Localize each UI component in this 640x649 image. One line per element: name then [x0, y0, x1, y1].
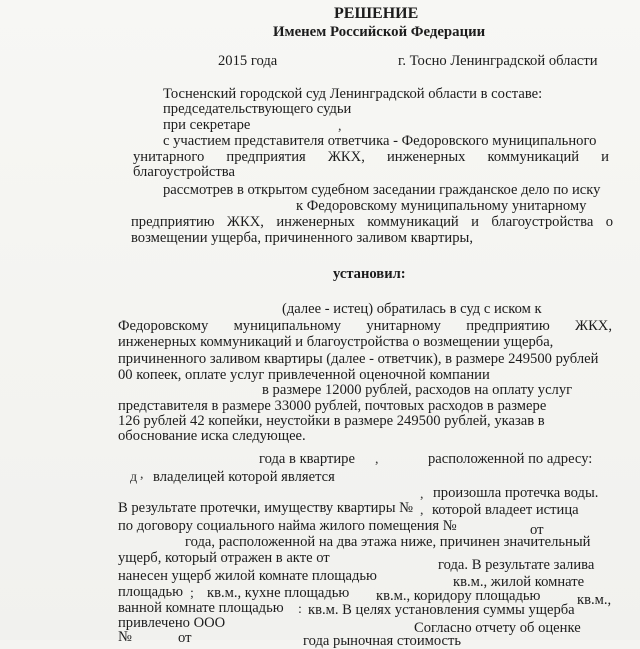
body-line-3: инженерных коммуникаций и благоустройства о возмещении ущерба,: [118, 334, 554, 350]
decision-place: г. Тосно Ленинградской области: [398, 53, 598, 69]
body-line-4: причиненного заливом квартиры (далее - ответчик), в размере 249500 рублей: [118, 351, 599, 367]
court-composition: Тосненский городской суд Ленинградской области в составе:: [163, 86, 543, 102]
body-line-6: в размере 12000 рублей, расходов на оплату услуг: [262, 382, 573, 398]
body-line-2: Федоровскому муниципальному унитарному предприятию ЖКХ,: [118, 318, 612, 334]
body-line-10: года в квартире: [259, 451, 355, 467]
court-secretary: при секретаре: [163, 117, 251, 133]
representative-line-2: унитарного предприятия ЖКХ, инженерных коммуникаций и: [133, 149, 609, 165]
case-line-3: предприятию ЖКХ, инженерных коммуникаций и благоустройства о: [131, 214, 613, 230]
body-line-12b: которой владеет истица: [432, 502, 579, 518]
case-line-4: возмещении ущерба, причиненного заливом квартиры,: [131, 230, 473, 246]
representative-line-1: с участием представителя ответчика - Федоровского муниципального: [163, 133, 597, 149]
body-line-17b: кв.м., жилой комнате: [453, 574, 585, 590]
body-line-13b: от: [530, 522, 544, 538]
court-decision-page: РЕШЕНИЕ Именем Российской Федерации 2015 года г. Тосно Ленинградской области Тосненский городской суд Ленинградской области в составе: председательствующего судьи при секретаре , с участием представителя ответчика - Федоровского муниципального унитарного предприятия ЖКХ, инженерных коммуникаций и благоустройства рассмотрев в открытом судебном заседании гражданское дело по иску к Федоровскому муниципальному унитарному предприятию ЖКХ, инженерных коммуникаций и благоустройства о возмещении ущерба, причиненного заливом квартиры, установил: (далее - истец) обратилась в суд с иском к Федоровскому муниципальному унитарному предприятию ЖКХ, инженерных коммуникаций и благоустройства о возмещении ущерба, причиненного заливом квартиры (далее - ответчик), в размере 249500 рублей 00 копеек, оплате услуг привлеченной оценочной компании в размере 12000 рублей, расходов на оплату услуг представителя в размере 33000 рублей, почтовых расходов в размере 126 рублей 42 копейки, неустойки в размере 249500 рублей, указав в обоснование иска следующее. года в квартире , расположенной по адресу: д , владелицей которой является , произошла протечка воды. В результате протечки, имуществу квартиры № , которой владеет истица по договору социального найма жилого помещения № от года, расположенной на два этажа ниже, причинен значительный ущерб, который отражен в акте от года. В результате залива нанесен ущерб жилой комнате площадью кв.м., жилой комнате площадью ; кв.м., кухне площадью кв.м., коридору площадью кв.м., ванной комнате площадью : кв.м. В целях установления суммы ущерба привлечено ООО Согласно отчету об оценке № от года рыночная стоимость: [0, 0, 640, 640]
body-line-18d: кв.м.,: [577, 592, 612, 608]
body-line-18c: кв.м., коридору площадью: [376, 588, 541, 604]
body-line-18b: кв.м., кухне площадью: [207, 585, 350, 601]
body-line-5: 00 копеек, оплате услуг привлеченной оценочной компании: [118, 367, 490, 383]
representative-line-3: благоустройства: [133, 164, 235, 180]
body-line-17: нанесен ущерб жилой комнате площадью: [118, 568, 377, 584]
document-subtitle: Именем Российской Федерации: [273, 24, 486, 40]
body-line-14: года, расположенной на два этажа ниже, причинен значительный: [185, 534, 591, 550]
body-line-16: года. В результате залива: [438, 557, 595, 573]
body-line-11: владелицей которой является: [153, 469, 335, 485]
body-line-8: 126 рублей 42 копейки, неустойки в размере 249500 рублей, указав в: [118, 413, 545, 429]
body-line-21: №: [118, 629, 132, 645]
body-line-19: ванной комнате площадью: [118, 600, 284, 616]
body-line-13: по договору социального найма жилого помещения №: [118, 518, 457, 534]
body-line-20: привлечено ООО: [118, 615, 226, 631]
body-line-20b: Согласно отчету об оценке: [414, 620, 581, 636]
body-line-15: ущерб, который отражен в акте от: [118, 550, 330, 566]
case-line-2: к Федоровскому муниципальному унитарному: [296, 198, 587, 214]
document-title: РЕШЕНИЕ: [334, 5, 419, 22]
body-line-7: представителя в размере 33000 рублей, почтовых расходов в размере: [118, 398, 547, 414]
body-line-1: (далее - истец) обратилась в суд с иском к: [282, 301, 542, 317]
body-line-21b: от: [178, 630, 192, 646]
body-line-18: площадью: [118, 584, 184, 600]
body-line-11b: произошла протечка воды.: [433, 485, 599, 501]
body-line-12: В результате протечки, имуществу квартиры №: [118, 500, 414, 516]
body-line-21c: года рыночная стоимость: [303, 633, 462, 649]
case-line-1: рассмотрев в открытом судебном заседании гражданское дело по иску: [163, 182, 601, 198]
section-heading: установил:: [333, 266, 406, 282]
body-line-10b: расположенной по адресу:: [428, 451, 593, 467]
body-line-9: обоснование иска следующее.: [118, 428, 306, 444]
decision-date: 2015 года: [218, 53, 278, 69]
body-line-19b: кв.м. В целях установления суммы ущерба: [308, 602, 575, 618]
presiding-judge: председательствующего судьи: [163, 101, 352, 117]
